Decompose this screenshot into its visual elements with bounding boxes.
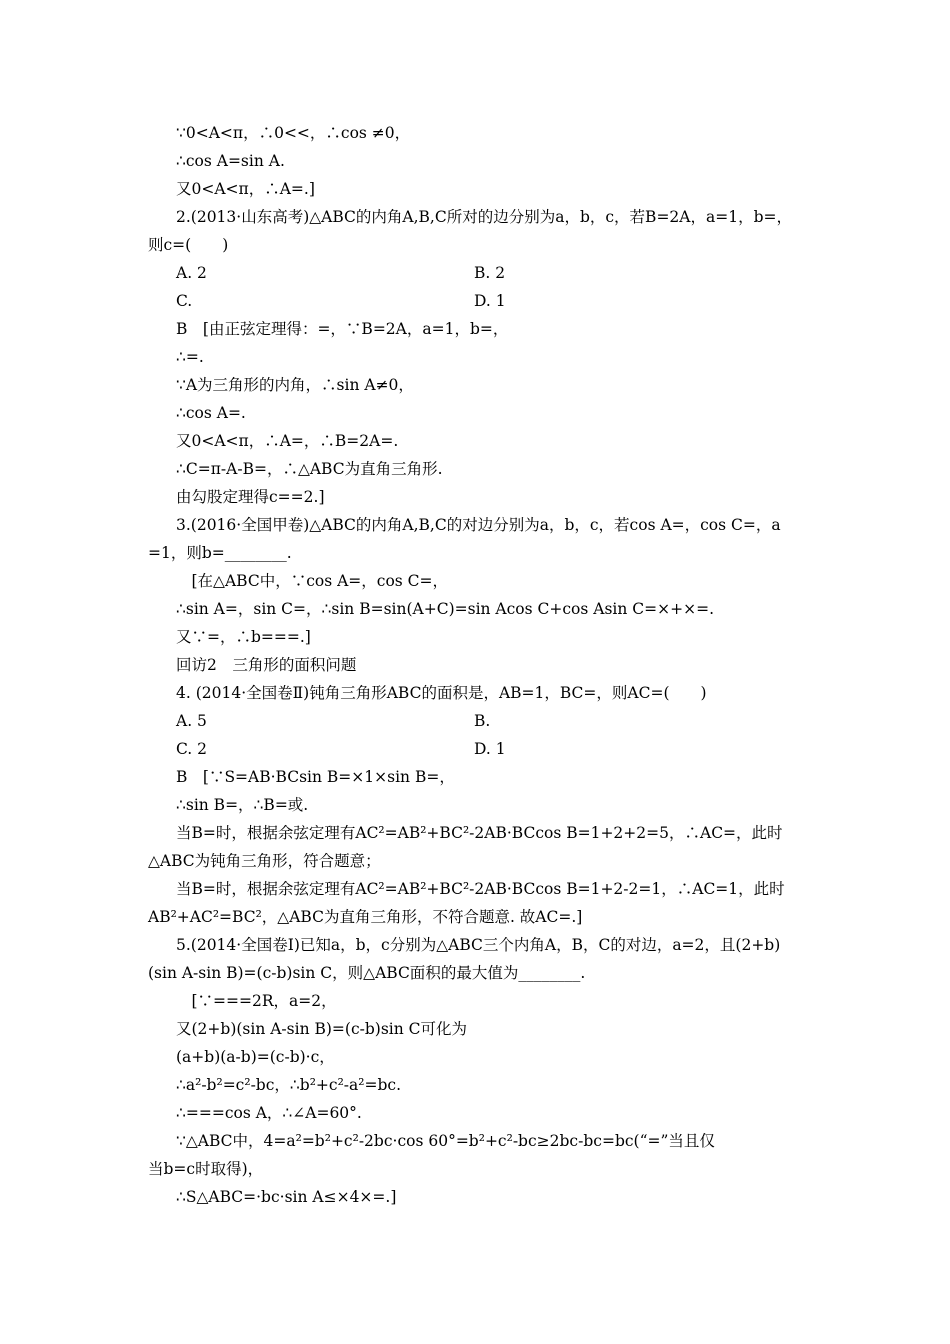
text-line: C.: [176, 292, 193, 310]
text-line: ∵0<A<π，∴0<<，∴cos ≠0，: [176, 124, 411, 142]
text-line: ∴===cos A，∴∠A=60°.: [176, 1104, 362, 1122]
text-line: D. 1: [474, 292, 506, 310]
text-line: 由勾股定理得c==2.]: [176, 488, 325, 506]
text-line: ∵A为三角形的内角，∴sin A≠0，: [176, 376, 414, 394]
text-line: =1，则b=________.: [148, 544, 292, 562]
text-line: ∵△ABC中，4=a²=b²+c²-2bc·cos 60°=b²+c²-bc≥2bc-bc=bc(“=”当且仅: [176, 1132, 715, 1150]
text-line: ∴S△ABC=·bc·sin A≤×4×=.]: [176, 1188, 397, 1206]
text-line: ∴cos A=sin A.: [176, 152, 285, 170]
text-line: 当b=c时取得)，: [148, 1160, 264, 1178]
text-line: △ABC为钝角三角形，符合题意；: [148, 852, 381, 870]
text-line: AB²+AC²=BC²，△ABC为直角三角形，不符合题意. 故AC=.]: [148, 908, 583, 926]
text-line: 又0<A<π，∴A=，∴B=2A=.: [176, 432, 399, 450]
text-line: 3.(2016·全国甲卷)△ABC的内角A,B,C的对边分别为a，b，c，若cos A=，cos C=，a: [176, 516, 781, 534]
text-line: A. 5: [176, 712, 207, 730]
text-line: 回访2 三角形的面积问题: [176, 656, 357, 674]
text-line: ∴=.: [176, 348, 204, 366]
text-line: D. 1: [474, 740, 506, 758]
text-line: 又∵=，∴b===.]: [176, 628, 311, 646]
text-line: (sin A-sin B)=(c-b)sin C，则△ABC面积的最大值为________.: [148, 964, 586, 982]
text-line: B.: [474, 712, 491, 730]
text-line: B. 2: [474, 264, 506, 282]
text-line: 当B=时，根据余弦定理有AC²=AB²+BC²-2AB·BCcos B=1+2+2=5，∴AC=，此时: [176, 824, 783, 842]
text-line: ∴sin A=，sin C=，∴sin B=sin(A+C)=sin Acos C+cos Asin C=×+×=.: [176, 600, 714, 618]
text-line: [∵===2R，a=2，: [176, 992, 337, 1010]
text-line: (a+b)(a-b)=(c-b)·c，: [176, 1048, 335, 1066]
text-line: ∴sin B=，∴B=或.: [176, 796, 309, 814]
text-line: ∴C=π-A-B=，∴△ABC为直角三角形.: [176, 460, 443, 478]
text-line: 当B=时，根据余弦定理有AC²=AB²+BC²-2AB·BCcos B=1+2-2=1，∴AC=1，此时: [176, 880, 785, 898]
text-line: 5.(2014·全国卷Ⅰ)已知a，b，c分别为△ABC三个内角A，B，C的对边，a=2，且(2+b): [176, 936, 781, 954]
text-line: ∴a²-b²=c²-bc，∴b²+c²-a²=bc.: [176, 1076, 401, 1094]
text-line: 则c=( ): [148, 236, 229, 254]
text-line: 又0<A<π，∴A=.]: [176, 180, 315, 198]
text-line: [在△ABC中，∵cos A=，cos C=，: [176, 572, 449, 590]
text-line: ∴cos A=.: [176, 404, 246, 422]
text-line: 4. (2014·全国卷Ⅱ)钝角三角形ABC的面积是，AB=1，BC=，则AC=( ): [176, 684, 707, 702]
text-line: 又(2+b)(sin A-sin B)=(c-b)sin C可化为: [176, 1020, 468, 1038]
text-line: C. 2: [176, 740, 208, 758]
text-line: A. 2: [176, 264, 207, 282]
text-line: B [∵S=AB·BCsin B=×1×sin B=，: [176, 768, 455, 786]
text-line: 2.(2013·山东高考)△ABC的内角A,B,C所对的边分别为a，b，c，若B=2A，a=1，b=，: [176, 208, 792, 226]
text-line: B [由正弦定理得：=，∵B=2A，a=1，b=，: [176, 320, 509, 338]
